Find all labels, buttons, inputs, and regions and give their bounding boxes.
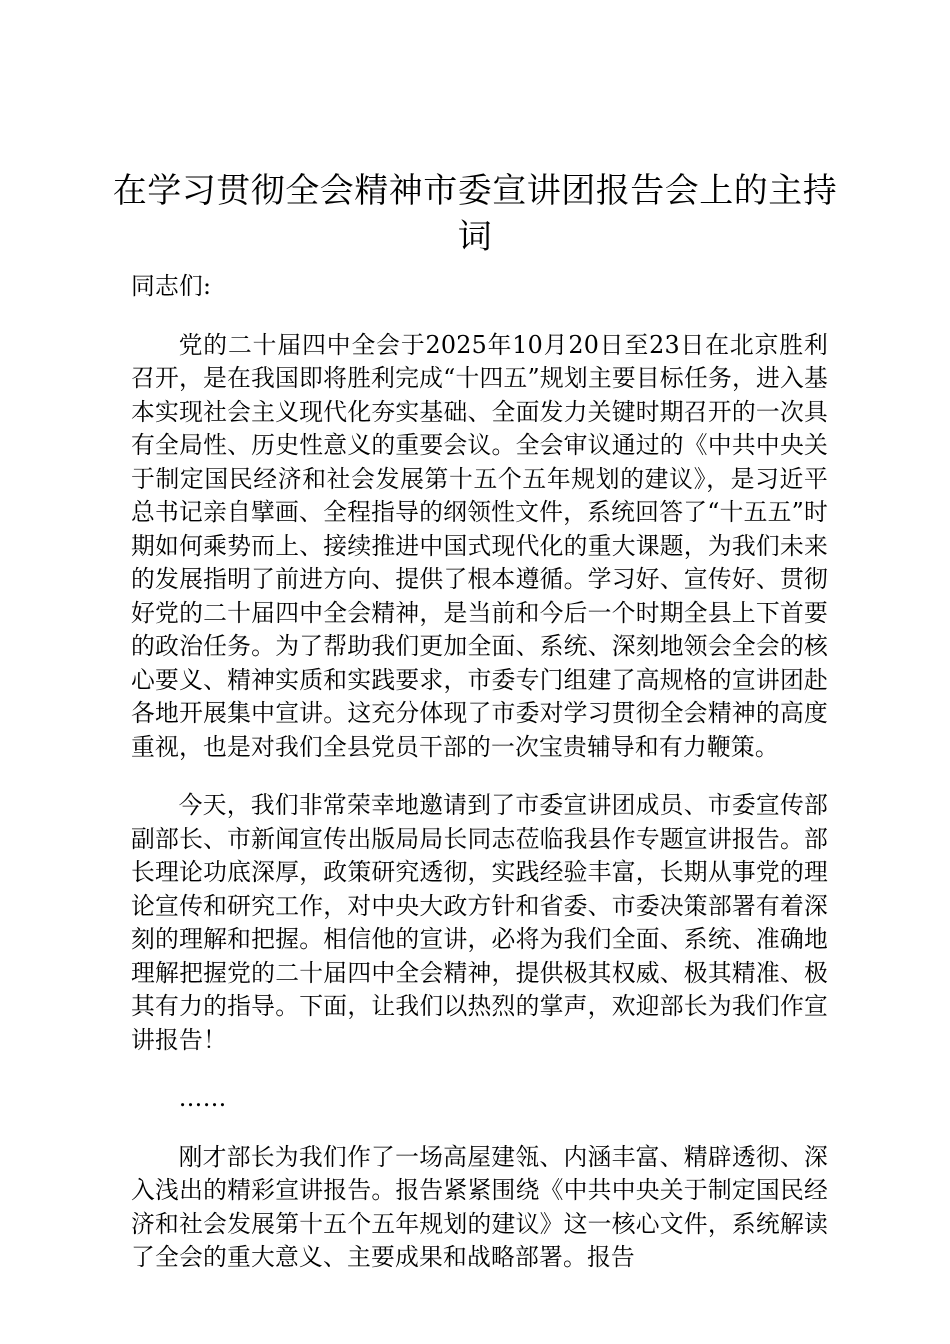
salutation: 同志们:	[131, 272, 212, 300]
document-title: 在学习贯彻全会精神市委宣讲团报告会上的主持词	[112, 171, 838, 257]
paragraph-introduction: 今天，我们非常荣幸地邀请到了市委宣讲团成员、市委宣传部副部长、市新闻宣传出版局局长同志莅临我县作专题宣讲报告。部长理论功底深厚，政策研究透彻，实践经验丰富，长期从事党的理论宣传和研究工作，对中央大政方针和省委、市委决策部署有着深刻的理解和把握。相信他的宣讲，必将为我们全面、系统、准确地理解把握党的二十届四中全会精神，提供极其权威、极其精准、极其有力的指导。下面，让我们以热烈的掌声，欢迎部长为我们作宣讲报告！	[131, 791, 828, 1054]
document-body	[131, 270, 828, 1300]
paragraph-summary: 刚才部长为我们作了一场高屋建瓴、内涵丰富、精辟透彻、深入浅出的精彩宣讲报告。报告紧紧围绕《中共中央关于制定国民经济和社会发展第十五个五年规划的建议》这一核心文件，系统解读了全会的重大意义、主要成果和战略部署。报告	[131, 1142, 828, 1271]
ellipsis-break: ……	[178, 1084, 227, 1112]
paragraph-opening: 党的二十届四中全会于2025年10月20日至23日在北京胜利召开，是在我国即将胜利完成“十四五”规划主要目标任务，进入基本实现社会主义现代化夯实基础、全面发力关键时期召开的一次具有全局性、历史性意义的重要会议。全会审议通过的《中共中央关于制定国民经济和社会发展第十五个五年规划的建议》，是习近平总书记亲自擘画、全程指导的纲领性文件，系统回答了“十五五”时期如何乘势而上、接续推进中国式现代化的重大课题，为我们未来的发展指明了前进方向、提供了根本遵循。学习好、宣传好、贯彻好党的二十届四中全会精神，是当前和今后一个时期全县上下首要的政治任务。为了帮助我们更加全面、系统、深刻地领会全会的核心要义、精神实质和实践要求，市委专门组建了高规格的宣讲团赴各地开展集中宣讲。这充分体现了市委对学习贯彻全会精神的高度重视，也是对我们全县党员干部的一次宝贵辅导和有力鞭策。	[131, 330, 828, 761]
